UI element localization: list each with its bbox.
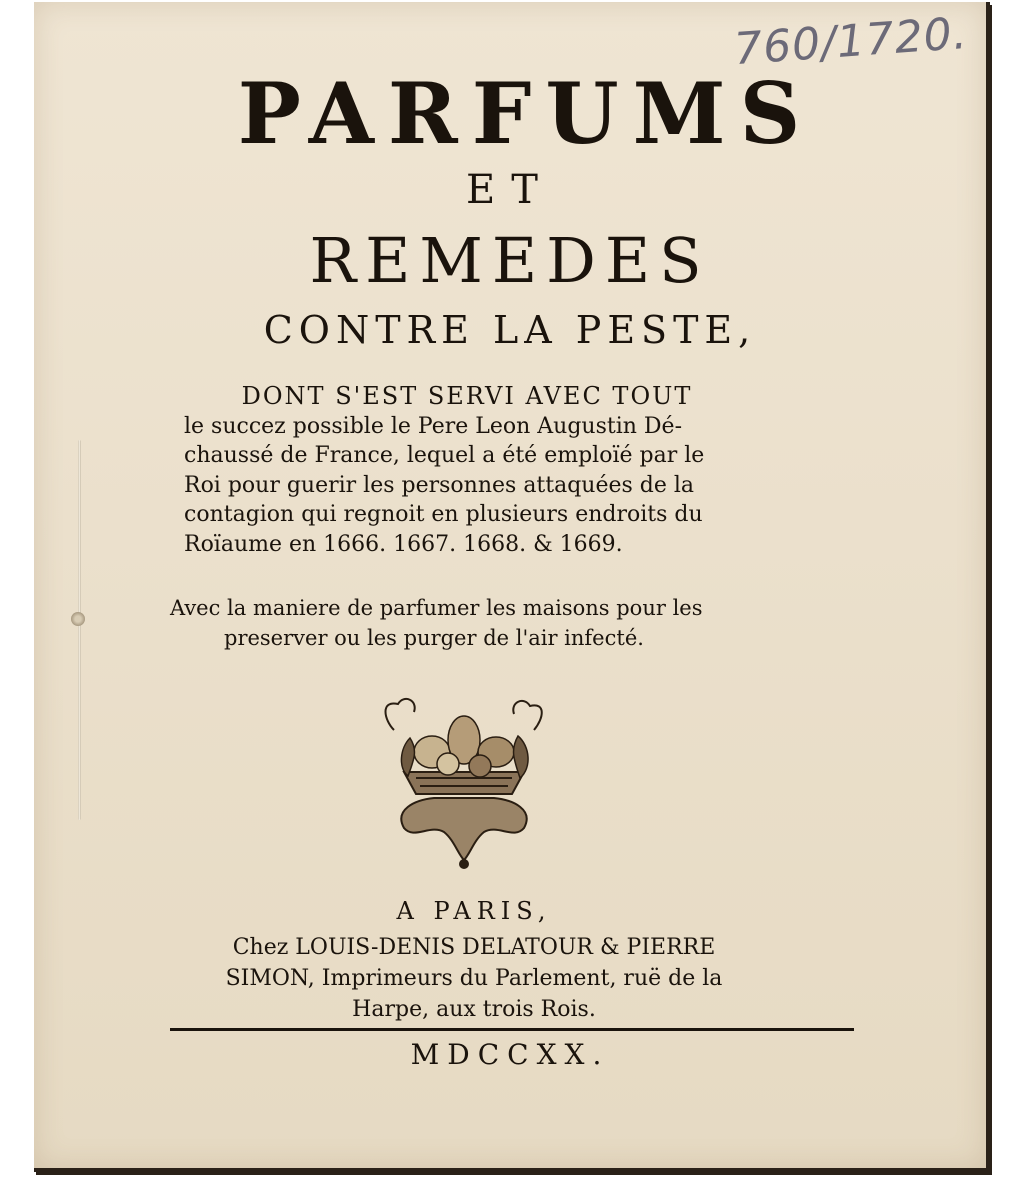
handwritten-annotation: 760/1720. [732, 7, 970, 76]
scroll-pedestal [401, 798, 526, 860]
fruit [469, 755, 491, 777]
description-block [170, 382, 772, 559]
description-line: Roi pour guerir les personnes attaquées de la [184, 472, 695, 498]
fruit [437, 753, 459, 775]
document-page [34, 2, 990, 1172]
leaf [401, 738, 414, 776]
basket [404, 772, 524, 794]
title-line-1: PARFUMS [237, 64, 815, 163]
description-line: contagion qui regnoit en plusieurs endroits du [184, 502, 703, 527]
binding-thread [78, 440, 81, 820]
description-line: le succez possible le Pere Leon Augustin Dé- [184, 413, 683, 439]
imprint-line: Harpe, aux trois Rois. [352, 997, 596, 1022]
imprint-line: SIMON, Imprimeurs du Parlement, ruë de la [225, 966, 723, 991]
subtitle-block [170, 594, 772, 653]
title-line-4: CONTRE LA PESTE, [263, 308, 757, 352]
publication-date: MDCCXX. [410, 1038, 610, 1071]
description-line: Roïaume en 1666. 1667. 1668. & 1669. [184, 531, 623, 557]
subtitle-line: preserver ou les purger de l'air infecté. [224, 625, 644, 650]
binding-knot [71, 612, 85, 626]
description-line: chaussé de France, lequel a été emploïé par le [184, 443, 705, 468]
divider-rule [170, 1028, 854, 1031]
title-line-3: REMEDES [309, 224, 711, 297]
imprint-line: Chez LOUIS-DENIS DELATOUR & PIERRE [232, 935, 716, 960]
leaf-ornament-right [513, 701, 541, 730]
description-lead: DONT S'EST SERVI AVEC TOUT [241, 382, 693, 410]
imprint-block [164, 932, 784, 1025]
fruit-basket-ornament [374, 690, 554, 870]
leaf-ornament-left [386, 699, 415, 730]
imprint-place: A PARIS, [396, 897, 552, 925]
subtitle-line: Avec la maniere de parfumer les maisons pour les [170, 596, 703, 620]
title-line-2: ET [466, 167, 554, 213]
